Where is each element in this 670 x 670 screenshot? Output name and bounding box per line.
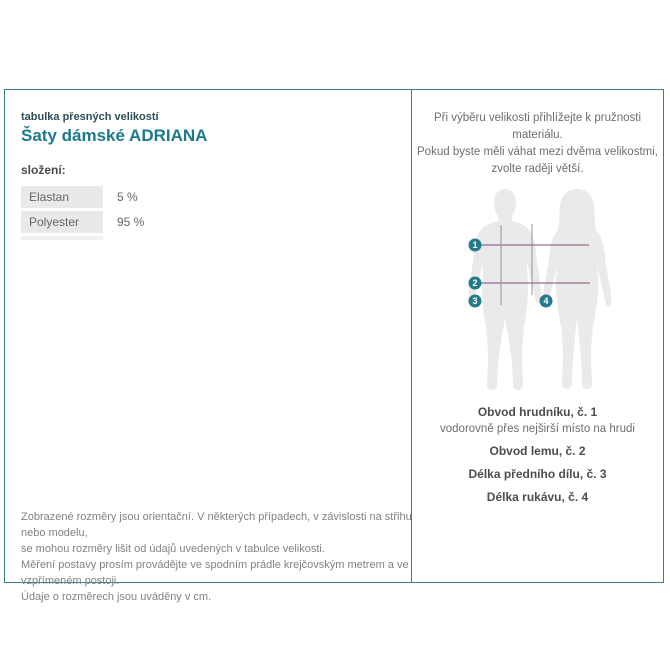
disclaimer-line: Zobrazené rozměry jsou orientační. V některých případech, v závislosti na střihu nebo modelu, [21, 511, 412, 539]
disclaimer-line: Měření postavy prosím provádějte ve spodním prádle krejčovským metrem a ve vzpřímeném postoji. [21, 559, 409, 587]
composition-table [21, 186, 401, 240]
table-row [21, 186, 401, 208]
material-percent-cell: 95 % [117, 215, 145, 229]
body-measurement-diagram [438, 181, 638, 396]
size-chart-sheet [4, 89, 664, 603]
advice-line: Pokud byste měli váhat mezi dvěma velikostmi, [417, 146, 658, 158]
table-row [21, 211, 401, 233]
measurement-guide-panel [412, 90, 663, 582]
product-title: Šaty dámské ADRIANA [21, 126, 208, 145]
material-name-cell: Polyester [21, 211, 103, 233]
advice-line: Při výběru velikosti přihlížejte k pružnosti materiálu. [433, 112, 642, 141]
marker-2-number: 2 [471, 278, 478, 289]
table-bottom-strip [21, 236, 103, 240]
disclaimer-line: se mohou rozměry lišit od údajů uvedených v tabulce velikosti. [21, 543, 325, 555]
marker-3 [468, 295, 481, 308]
marker-2 [468, 277, 481, 290]
material-name-cell: Elastan [21, 186, 103, 208]
material-percent-cell: 5 % [117, 190, 138, 204]
disclaimer-text [21, 509, 413, 605]
disclaimer-line: Údaje o rozměrech jsou uváděny v cm. [21, 591, 212, 603]
silhouette-figure-svg [438, 181, 638, 396]
marker-1 [468, 239, 481, 252]
marker-4 [539, 295, 552, 308]
female-silhouette [542, 189, 611, 389]
composition-heading: složení: [21, 163, 66, 177]
marker-3-number: 3 [471, 296, 478, 307]
measurement-labels [412, 405, 663, 504]
marker-1-number: 1 [471, 240, 478, 251]
product-info-panel [21, 111, 401, 240]
measurement-label-sleeve-length: Délka rukávu, č. 4 [486, 490, 589, 504]
marker-4-number: 4 [542, 296, 549, 307]
measurement-label-chest: Obvod hrudníku, č. 1 [477, 405, 598, 419]
measurement-label-hem: Obvod lemu, č. 2 [489, 444, 586, 458]
male-silhouette [468, 189, 541, 390]
measurement-label-chest-subtitle: vodorovně přes nejširší místo na hrudi [440, 423, 635, 435]
advice-line: zvolte raději větší. [491, 163, 584, 175]
sizing-advice-text [412, 110, 663, 178]
measurement-label-front-length: Délka předního dílu, č. 3 [468, 467, 607, 481]
kicker-text: tabulka přesných velikostí [21, 111, 159, 123]
